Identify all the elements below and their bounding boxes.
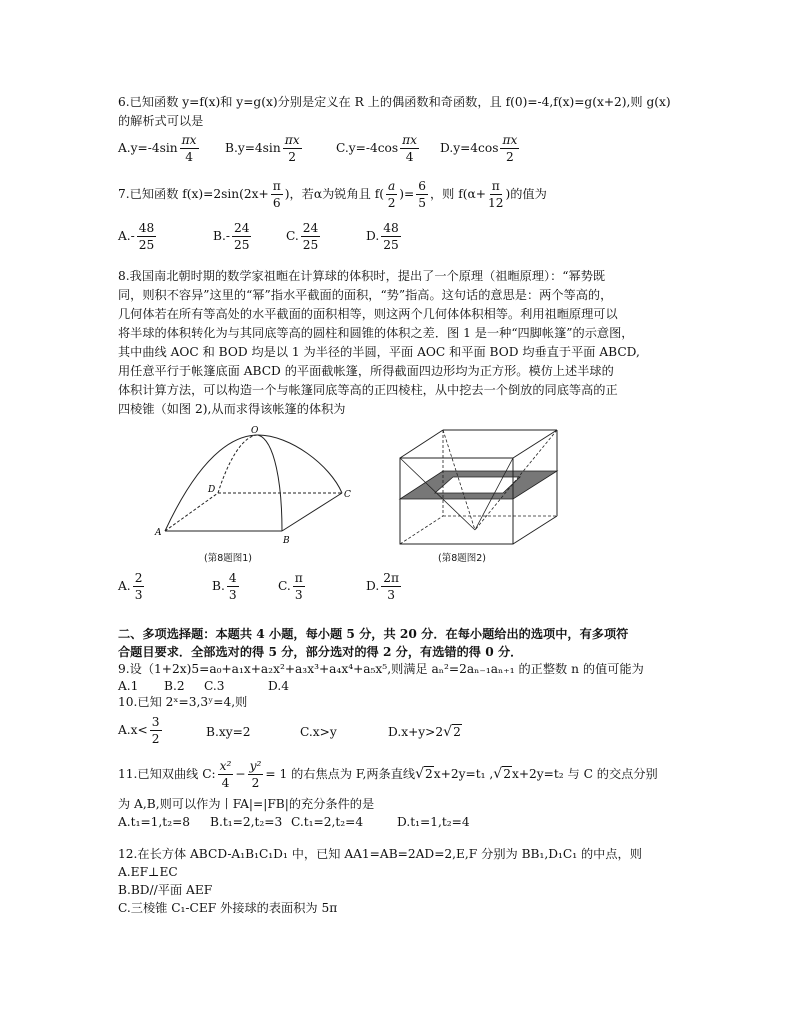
q9-option-d: D.4 — [268, 679, 289, 693]
q8-option-a-den: 3 — [134, 588, 143, 603]
shaded-section — [400, 471, 557, 499]
q7-stem — [118, 180, 547, 209]
q10-option-a — [118, 716, 164, 745]
q7-option-a-den: 25 — [138, 238, 155, 253]
arc-aoc — [165, 435, 342, 531]
q10-option-d-label: D.x+y>2 — [388, 725, 444, 739]
q11-option-b: B.t₁=2,t₂=3 — [210, 815, 283, 829]
edge-bc — [282, 493, 342, 531]
q11-option-c: C.t₁=2,t₂=4 — [291, 815, 364, 829]
q10-option-a-num: 3 — [150, 716, 162, 731]
q8-option-c-label: C. — [278, 579, 291, 594]
sqrt-symbol: √ — [415, 766, 425, 783]
q11-y2: y² — [248, 760, 264, 775]
q11-part3: x+2y=t₁ , — [433, 767, 494, 782]
q7-option-d-label: D. — [366, 229, 380, 244]
sqrt-symbol: √ — [493, 766, 503, 783]
q7-n6: 6 — [416, 180, 428, 195]
q12-option-b: B.BD//平面 AEF — [118, 883, 213, 897]
q6-option-a-den: 4 — [185, 150, 193, 165]
q8-option-b-num: 4 — [227, 572, 239, 587]
q12-stem: 12.在长方体 ABCD-A₁B₁C₁D₁ 中，已知 AA1=AB=2AD=2,E,F 分别为 BB₁,D₁C₁ 的中点，则 — [118, 847, 642, 861]
q7-pi2: π — [490, 180, 502, 195]
q11-rad2: 2 — [503, 767, 511, 782]
q6-option-d-den: 2 — [506, 150, 514, 165]
q8-line-3: 几何体若在所有等高处的水平截面的面积相等，则这两个几何体体积相等。利用祖暅原理可以 — [118, 307, 618, 321]
q7-pi: π — [271, 180, 283, 195]
box-edge-3 — [513, 430, 557, 458]
label-o: O — [251, 426, 259, 436]
q7-stem-part2: )，若α为锐角且 f( — [284, 187, 384, 202]
q11-rad1: 2 — [425, 767, 433, 782]
q7-option-c-num: 24 — [301, 222, 321, 237]
q10-option-d — [388, 724, 462, 740]
q8-option-a — [118, 572, 146, 601]
q10-option-a-den: 2 — [151, 732, 160, 747]
q10-stem: 10.已知 2ˣ=3,3ʸ=4,则 — [118, 695, 248, 709]
q8-option-b-den: 3 — [228, 588, 237, 603]
q7-stem-part3: )= — [399, 187, 415, 202]
q7-option-a — [118, 222, 158, 251]
q8-option-a-num: 2 — [133, 572, 145, 587]
q7-option-c — [286, 222, 322, 251]
q6-option-c-den: 4 — [405, 150, 414, 165]
q6-option-c-label: C.y=-4cos — [336, 141, 399, 156]
q11-four: 4 — [221, 776, 230, 791]
label-d: D — [208, 485, 216, 495]
q8-fig2-caption: (第8题图2) — [438, 553, 487, 564]
label-c: C — [344, 490, 351, 500]
q8-option-c — [278, 572, 307, 601]
q8-option-b — [212, 572, 241, 601]
section2-line1: 二、多项选择题：本题共 4 小题，每小题 5 分，共 20 分．在每小题给出的选项中，有多项符 — [118, 627, 629, 641]
q7-stem-part5: )的值为 — [505, 187, 547, 202]
q6-option-c-num: πx — [400, 134, 419, 149]
q8-option-d-label: D. — [366, 579, 380, 594]
q11-minus: − — [235, 767, 246, 782]
q7-option-d-num: 48 — [381, 222, 401, 237]
q7-option-b-den: 25 — [233, 238, 250, 253]
q11-part4: x+2y=t₂ 与 C 的交点分别 — [511, 767, 658, 782]
q12-option-a: A.EF⊥EC — [118, 865, 178, 879]
q10-option-a-label: A.x< — [118, 723, 148, 738]
q6-option-a — [118, 134, 201, 163]
label-a: A — [155, 528, 162, 538]
q10-option-b: B.xy=2 — [206, 725, 251, 739]
q6-option-d — [440, 134, 521, 163]
q7-option-d — [366, 222, 403, 251]
q7-two: 2 — [387, 196, 396, 211]
q7-option-c-label: C. — [286, 229, 299, 244]
sqrt-symbol: √ — [443, 724, 453, 740]
q11-part1: 11.已知双曲线 C: — [118, 767, 216, 782]
box-hidden-2 — [400, 516, 443, 544]
q8-option-c-num: π — [293, 572, 305, 587]
q7-option-c-den: 25 — [302, 238, 319, 253]
q7-stem-part1: 7.已知函数 f(x)=2sin(2x+ — [118, 187, 269, 202]
q6-stem-line2: 的解析式可以是 — [118, 114, 204, 128]
q8-figure-1 — [150, 425, 370, 545]
q6-option-b-den: 2 — [288, 150, 297, 165]
q9-stem: 9.设（1+2x)5=a₀+a₁x+a₂x²+a₃x³+a₄x⁴+a₅x⁵,则满足 aₙ²=2aₙ₋₁aₙ₊₁ 的正整数 n 的值可能为 — [118, 662, 644, 676]
q8-line-7: 体积计算方法，可以构造一个与帐篷同底等高的正四棱柱，从中挖去一个倒放的同底等高的正 — [118, 383, 618, 397]
q7-n5: 5 — [418, 196, 426, 211]
q11-option-d: D.t₁=1,t₂=4 — [397, 815, 470, 829]
q6-option-d-label: D.y=4cos — [440, 141, 499, 156]
q8-option-d-den: 3 — [387, 588, 395, 603]
arc-bod-back — [218, 435, 258, 493]
q7-a: a — [386, 180, 397, 195]
q8-figure-2 — [395, 425, 565, 550]
q11-stem — [118, 760, 658, 789]
q11-part2: = 1 的右焦点为 F,两条直线 — [265, 767, 416, 782]
q9-option-c: C.3 — [204, 679, 225, 693]
q7-stem-part4: ，则 f(α+ — [430, 187, 486, 202]
q6-option-b-num: πx — [283, 134, 302, 149]
q8-fig1-caption: (第8题图1) — [204, 553, 253, 564]
q6-stem-line1: 6.已知函数 y=f(x)和 y=g(x)分别是定义在 R 上的偶函数和奇函数，且 f(0)=-4,f(x)=g(x+2),则 g(x) — [118, 95, 671, 109]
arc-bod-front — [258, 435, 282, 531]
q7-option-d-den: 25 — [383, 238, 399, 253]
edge-ad — [165, 493, 218, 531]
q8-line-1: 8.我国南北朝时期的数学家祖暅在计算球的体积时，提出了一个原理（祖暅原理）：“幂势既 — [118, 269, 606, 283]
q8-line-2: 同，则积不容异”这里的“幂”指水平截面的面积，“势”指高。这句话的意思是：两个等高的， — [118, 288, 613, 302]
q7-option-b — [213, 222, 253, 251]
q6-option-b — [225, 134, 304, 163]
q8-option-a-label: A. — [118, 579, 131, 594]
q7-n12: 12 — [487, 196, 504, 211]
q8-option-c-den: 3 — [294, 588, 303, 603]
q6-option-a-num: πx — [180, 134, 199, 149]
q9-option-a: A.1 — [118, 679, 139, 693]
q8-option-d-num: 2π — [381, 572, 401, 587]
q7-option-a-label: A.- — [118, 229, 135, 244]
q11-two: 2 — [251, 776, 260, 791]
q8-option-d — [366, 572, 403, 601]
q9-option-b: B.2 — [164, 679, 185, 693]
q7-option-a-num: 48 — [137, 222, 157, 237]
q7-six: 6 — [272, 196, 281, 211]
q6-option-d-num: πx — [500, 134, 519, 149]
q6-option-b-label: B.y=4sin — [225, 141, 281, 156]
q7-option-b-label: B.- — [213, 229, 230, 244]
label-b: B — [283, 536, 290, 545]
q6-option-a-label: A.y=-4sin — [118, 141, 178, 156]
q6-option-c — [336, 134, 421, 163]
q8-line-5: 其中曲线 AOC 和 BOD 均是以 1 为半径的半圆，平面 AOC 和平面 BOD 均垂直于平面 ABCD, — [118, 345, 640, 359]
q11-line2: 为 A,B,则可以作为丨FA|=|FB|的充分条件的是 — [118, 797, 375, 811]
q10-option-c: C.x>y — [300, 725, 337, 739]
q8-line-4: 将半球的体积转化为与其同底等高的圆柱和圆锥的体积之差．图 1 是一种“四脚帐篷”的示意图， — [118, 326, 634, 340]
q11-option-a: A.t₁=1,t₂=8 — [118, 815, 191, 829]
box-edge-1 — [400, 430, 443, 458]
q12-option-c: C.三棱锥 C₁-CEF 外接球的表面积为 5π — [118, 901, 338, 915]
q10-option-d-rad: 2 — [453, 725, 461, 739]
q8-line-8: 四棱锥（如图 2),从而求得该帐篷的体积为 — [118, 402, 346, 416]
box-edge-5 — [513, 516, 557, 544]
q11-x2: x² — [218, 760, 234, 775]
section2-line2: 合题目要求．全部选对的得 5 分，部分选对的得 2 分，有选错的得 0 分． — [118, 645, 523, 659]
q8-option-b-label: B. — [212, 579, 225, 594]
pyr-edge-3 — [475, 430, 557, 530]
q8-line-6: 用任意平行于帐篷底面 ABCD 的平面截帐篷，所得截面四边形均为正方形。模仿上述半球的 — [118, 364, 614, 378]
q7-option-b-num: 24 — [232, 222, 252, 237]
